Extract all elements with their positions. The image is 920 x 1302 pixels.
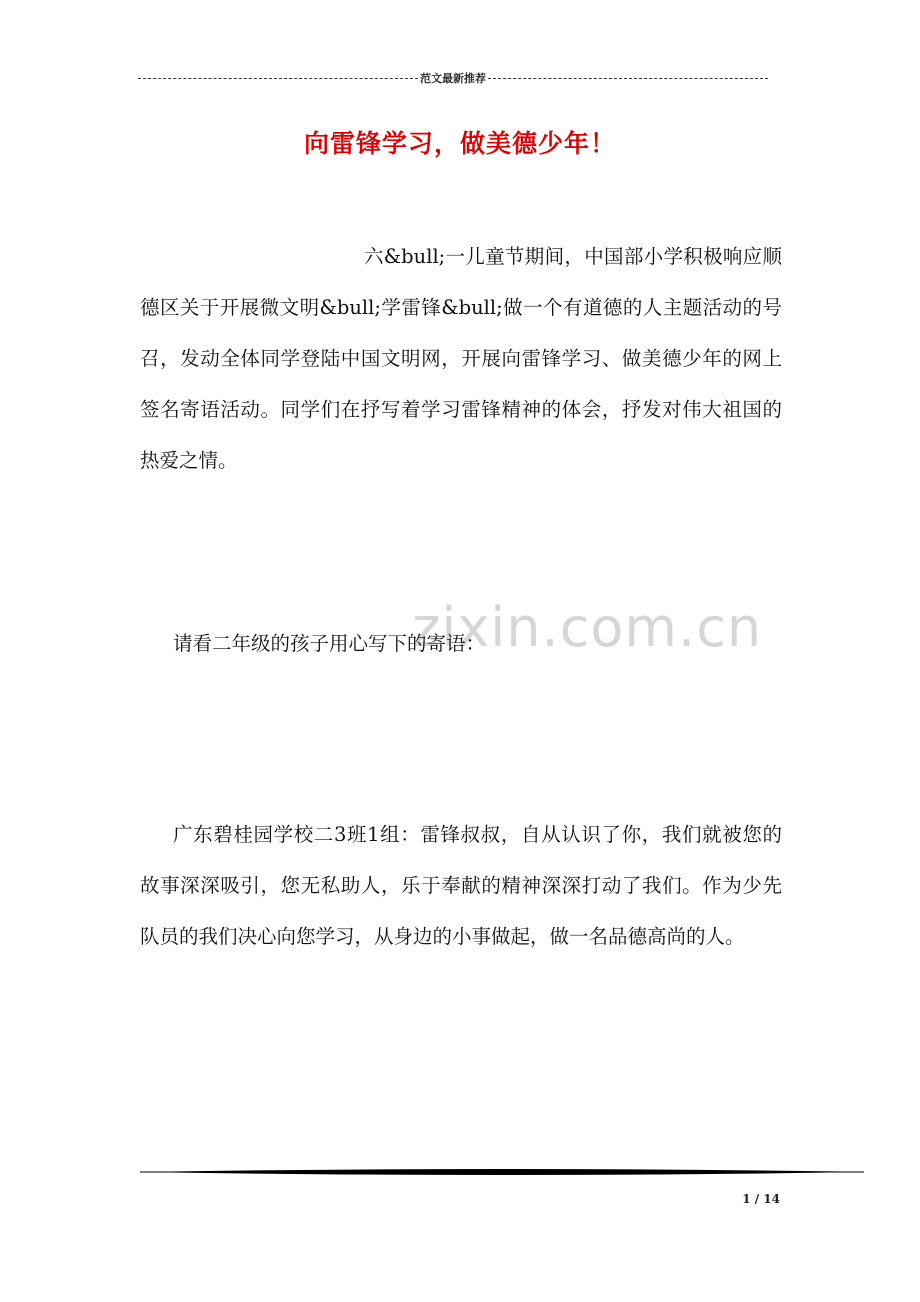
- header-label: 范文最新推荐: [420, 72, 486, 85]
- header-dash-left: [138, 78, 418, 79]
- paragraph-1: 六&bull;一儿童节期间，中国部小学积极响应顺德区关于开展微文明&bull;学雷锋&bull;做一个有道德的人主题活动的号召，发动全体同学登陆中国文明网，开展向雷锋学习、做美德少年的网上签名寄语活动。同学们在抒写着学习雷锋精神的体会，抒发对伟大祖国的热爱之情。: [140, 245, 782, 472]
- paragraph-3: 广东碧桂园学校二3班1组：雷锋叔叔，自从认识了你，我们就被您的故事深深吸引，您无私助人，乐于奉献的精神深深打动了我们。作为少先队员的我们决心向您学习，从身边的小事做起，做一名品德高尚的人。: [140, 823, 782, 948]
- paragraph-2: 请看二年级的孩子用心写下的寄语：: [173, 632, 486, 655]
- footer-rule: [140, 1165, 864, 1179]
- page-header: [138, 68, 768, 88]
- page-number: 1 / 14: [742, 1192, 780, 1206]
- header-dash-right: [488, 78, 768, 79]
- document-title: 向雷锋学习，做美德少年！: [303, 129, 616, 158]
- watermark: zixin.com.cn: [412, 596, 763, 659]
